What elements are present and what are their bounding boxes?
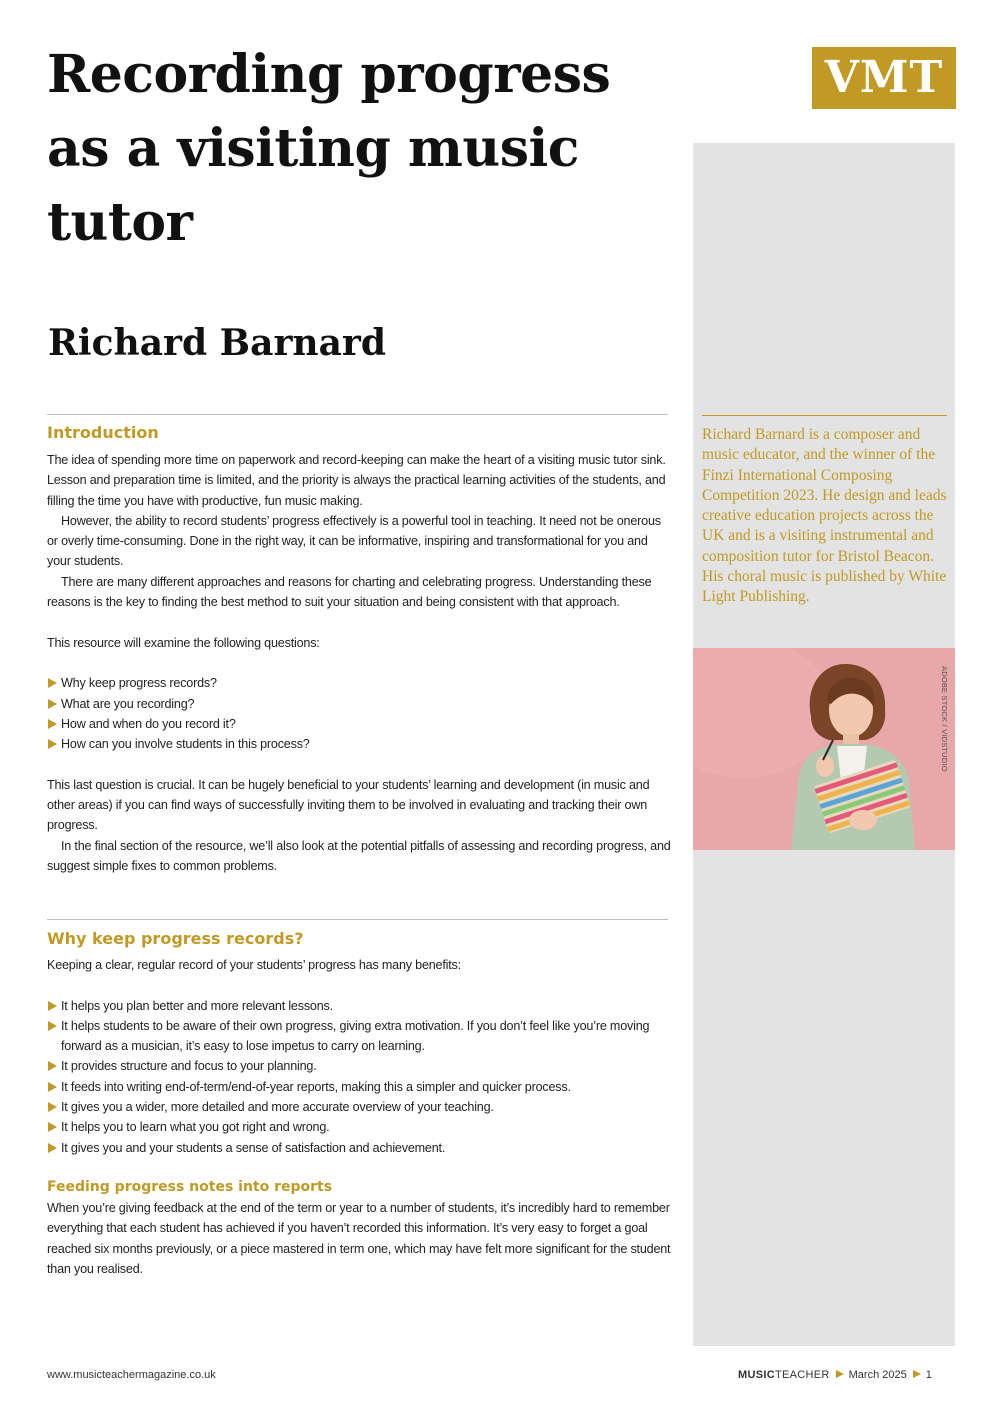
footer-brand-bold: MUSIC — [738, 1369, 775, 1381]
bullet-arrow-icon — [48, 1143, 57, 1153]
bullet-arrow-icon — [48, 719, 57, 729]
bullet-arrow-icon — [48, 1061, 57, 1071]
footer-page-number: 1 — [925, 1369, 932, 1381]
questions-list — [47, 673, 672, 754]
list-item: It gives you a wider, more detailed and more accurate overview of your teaching. — [47, 1097, 672, 1117]
intro-paragraph-2: However, the ability to record students’ progress effectively is a powerful tool in teaching. It need not be onerous or overly time-consuming. Done in the right way, it can be informative, inspiring and transformational for you and your students. — [47, 513, 661, 569]
article-title: Recording progress as a visiting music tutor — [47, 44, 611, 253]
benefits-list — [47, 996, 672, 1158]
bullet-arrow-icon — [48, 699, 57, 709]
list-item: It helps you to learn what you got right and wrong. — [47, 1117, 672, 1137]
footer-issue-info — [738, 1367, 958, 1383]
heading-why-keep-records: Why keep progress records? — [47, 929, 304, 948]
bullet-arrow-icon — [48, 1082, 57, 1092]
list-item: It helps students to be aware of their own progress, giving extra motivation. If you don’t feel like you’re moving forward as a musician, it’s easy to lose impetus to carry on learning. — [47, 1016, 672, 1057]
heading-introduction: Introduction — [47, 423, 159, 442]
section-divider-intro — [47, 414, 668, 415]
vmt-logo: VMT — [812, 47, 956, 109]
photo-credit: ADOBE STOCK / VIDSTUDIO — [940, 666, 949, 772]
list-item: It gives you and your students a sense of satisfaction and achievement. — [47, 1138, 672, 1158]
bullet-arrow-icon — [48, 678, 57, 688]
why-section — [47, 955, 672, 1158]
why-lead: Keeping a clear, regular record of your students’ progress has many benefits: — [47, 958, 461, 972]
footer-issue-date: March 2025 — [848, 1369, 907, 1381]
intro-section — [47, 450, 672, 876]
author-bio: Richard Barnard is a composer and music educator, and the winner of the Finzi International Composing Competition 2023. He design and leads creative education projects across the UK and is a visiting instrumental and composition tutor for Bristol Beacon. His choral music is published by White Light Publishing. — [702, 426, 947, 606]
footer-brand-rest: TEACHER — [774, 1369, 830, 1381]
feeding-section — [47, 1198, 672, 1279]
bullet-arrow-icon — [48, 1122, 57, 1132]
list-item: It feeds into writing end-of-term/end-of-year reports, making this a simpler and quicker process. — [47, 1077, 672, 1097]
footer-website-link[interactable]: www.musicteachermagazine.co.uk — [47, 1369, 216, 1381]
list-item: Why keep progress records? — [47, 673, 672, 693]
intro-paragraph-4: This resource will examine the following questions: — [47, 635, 320, 650]
heading-feeding-notes: Feeding progress notes into reports — [47, 1179, 333, 1195]
intro-paragraph-5: This last question is crucial. It can be hugely beneficial to your students’ learning and development (in music and other areas) if you can find ways of successfully inviting them to be involved in evaluating and tracking their own progress. — [47, 777, 650, 833]
list-item: It provides structure and focus to your planning. — [47, 1056, 672, 1076]
bullet-arrow-icon — [48, 739, 57, 749]
author-name: Richard Barnard — [48, 322, 387, 364]
woman-with-notebook-illustration — [693, 648, 955, 850]
intro-paragraph-3: There are many different approaches and reasons for charting and celebrating progress. Understanding these reasons is the key to finding the best method to suit your situation and being consistent with that approach. — [47, 574, 652, 610]
footer-arrow-icon — [836, 1370, 844, 1378]
intro-paragraph-6: In the final section of the resource, we’ll also look at the potential pitfalls of assessing and recording progress, and suggest simple fixes to common problems. — [47, 838, 671, 873]
author-photo — [693, 648, 955, 850]
section-divider-why — [47, 919, 668, 920]
list-item: How can you involve students in this process? — [47, 734, 672, 754]
footer-arrow-icon — [913, 1370, 921, 1378]
bullet-arrow-icon — [48, 1001, 57, 1011]
bullet-arrow-icon — [48, 1102, 57, 1112]
sidebar-divider — [702, 415, 947, 416]
feeding-paragraph-1: When you’re giving feedback at the end of the term or year to a number of students, it’s incredibly hard to remember everything that each student has achieved if you haven’t recorded this information. It’s very easy to forget a goal reached six months previously, or a piece mastered in term one, which may have felt more significant for the student than you realised. — [47, 1201, 671, 1276]
list-item: How and when do you record it? — [47, 714, 672, 734]
bullet-arrow-icon — [48, 1021, 57, 1031]
list-item: It helps you plan better and more relevant lessons. — [47, 996, 672, 1016]
intro-paragraph-1: The idea of spending more time on paperwork and record-keeping can make the heart of a visiting music tutor sink. Lesson and preparation time is limited, and the priority is always the practical learning activities of the students, and filling the time you have with productive, fun music making. — [47, 453, 666, 508]
list-item: What are you recording? — [47, 694, 672, 714]
